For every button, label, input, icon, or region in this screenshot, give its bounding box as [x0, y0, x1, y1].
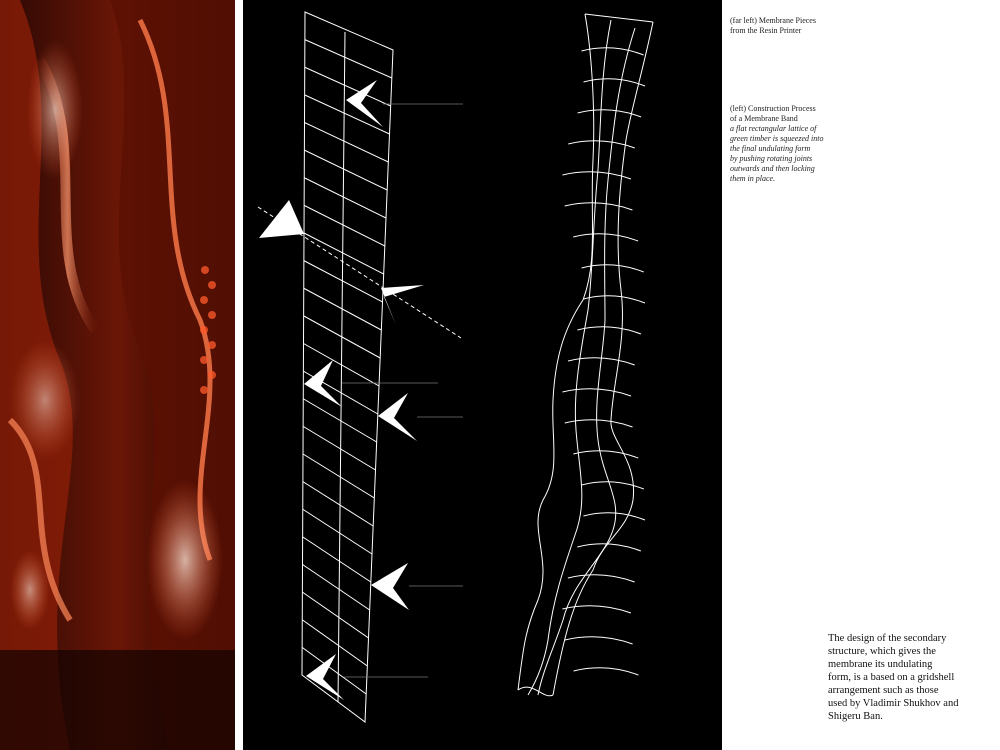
- gridshell-rung: [565, 203, 633, 210]
- flat-lattice: [302, 12, 393, 722]
- lattice-rung: [303, 454, 374, 498]
- caption-line: used by Vladimir Shukhov and: [828, 698, 959, 709]
- gridshell-rung: [565, 637, 633, 644]
- gridshell-rungs: [562, 48, 645, 675]
- caption-line: Shigeru Ban.: [828, 711, 883, 722]
- caption-line: membrane its undulating: [828, 659, 933, 670]
- caption-description-line: by pushing rotating joints: [730, 154, 813, 163]
- caption-line: arrangement such as those: [828, 685, 939, 696]
- membrane-photo: [0, 0, 235, 750]
- gridshell-rung: [573, 451, 638, 458]
- undulating-gridshell: [518, 14, 653, 696]
- caption-construction-process: [730, 104, 840, 184]
- caption-description-line: them in place.: [730, 174, 776, 183]
- arrow-icon: [378, 393, 417, 441]
- lattice-rung: [305, 40, 392, 78]
- caption-line: from the Resin Printer: [730, 26, 802, 35]
- caption-line: The design of the secondary: [828, 633, 947, 644]
- construction-diagram: [243, 0, 722, 750]
- caption-title-line: of a Membrane Band: [730, 114, 798, 123]
- gridshell-rung: [583, 296, 645, 303]
- gridshell-rung: [565, 420, 633, 427]
- lattice-rung: [303, 537, 371, 582]
- gridshell-rung: [568, 575, 635, 582]
- caption-line: (far left) Membrane Pieces: [730, 16, 816, 25]
- caption-description-line: green timber is squeezed into: [730, 134, 824, 143]
- lattice-rung: [303, 426, 375, 470]
- caption-membrane-pieces: [730, 16, 840, 36]
- caption-description-line: outwards and then locking: [730, 164, 815, 173]
- arrow-icon: [304, 360, 342, 407]
- gridshell-rung: [583, 513, 645, 520]
- gridshell-rung: [582, 482, 644, 489]
- gridshell-rung: [578, 110, 641, 117]
- arrow-icon: [259, 200, 304, 238]
- lattice-rung: [302, 620, 367, 666]
- lattice-rung: [302, 647, 366, 694]
- lattice-rung: [303, 509, 372, 554]
- arrow-leader-lines: [342, 104, 463, 677]
- membrane-photo-graphic: [0, 0, 235, 750]
- construction-diagram-graphic: [243, 0, 722, 750]
- lattice-rung: [303, 565, 370, 611]
- gridshell-rung: [577, 327, 641, 334]
- gridshell-rung: [577, 544, 641, 551]
- gridshell-rung: [573, 234, 638, 241]
- lattice-rung: [303, 482, 373, 526]
- caption-line: structure, which gives the: [828, 646, 936, 657]
- lattice-rung: [302, 592, 368, 638]
- gridshell-rung: [562, 389, 631, 396]
- arrow-icon: [371, 563, 409, 610]
- gridshell-rung: [574, 668, 639, 675]
- caption-design-description: [828, 632, 978, 723]
- gridshell-rung: [581, 48, 643, 55]
- caption-title-line: (left) Construction Process: [730, 104, 816, 113]
- caption-line: form, is a based on a gridshell: [828, 672, 955, 683]
- caption-description-line: the final undulating form: [730, 144, 811, 153]
- caption-description-line: a flat rectangular lattice of: [730, 124, 817, 133]
- lattice-rungs: [302, 40, 392, 694]
- gridshell-rung: [562, 172, 631, 179]
- arrow-icon: [346, 80, 383, 127]
- lattice-center-line: [338, 32, 345, 702]
